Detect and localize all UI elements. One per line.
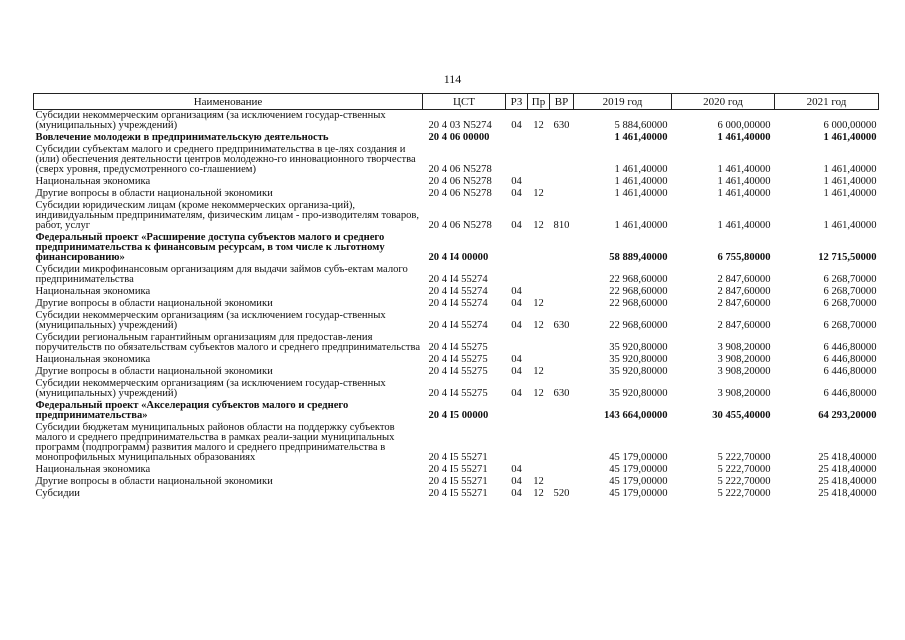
- cell-pr: [528, 264, 550, 286]
- cell-y2019: 1 461,40000: [614, 188, 668, 199]
- cell-y2020: 6 755,80000: [717, 252, 771, 263]
- cell-cst: 20 4 06 N5278: [428, 176, 492, 187]
- cell-y2019: 22 968,60000: [609, 286, 668, 297]
- cell-pr: [528, 332, 550, 354]
- cell-cst: 20 4 I5 00000: [428, 410, 489, 421]
- cell-cst: 20 4 06 N5278: [428, 188, 492, 199]
- cell-rz: 04: [511, 188, 522, 199]
- table-row: [34, 400, 879, 422]
- cell-y2019: 45 179,00000: [609, 464, 668, 475]
- cell-name: Федеральный проект «Расширение доступа субъектов малого и среднего предпринимательства к финансовым ресурсам, в том числе к льготному финансированию»: [35, 232, 385, 263]
- table-row: [34, 232, 879, 264]
- cell-y2020: 6 000,00000: [717, 120, 771, 131]
- cell-name: Вовлечение молодежи в предпринимательскую деятельность: [35, 132, 329, 143]
- cell-y2021: 6 446,80000: [823, 388, 877, 399]
- cell-y2021: 6 446,80000: [823, 366, 877, 377]
- cell-rz: 04: [511, 476, 522, 487]
- cell-y2019: 1 461,40000: [614, 164, 668, 175]
- cell-y2019: 45 179,00000: [609, 476, 668, 487]
- cell-y2020: 1 461,40000: [717, 188, 771, 199]
- cell-cst: 20 4 I4 55274: [428, 298, 488, 309]
- cell-vr: [550, 422, 574, 464]
- column-header-rz: РЗ: [506, 94, 528, 110]
- column-header-pr: Пр: [528, 94, 550, 110]
- cell-y2019: 5 884,60000: [614, 120, 668, 131]
- table-row: [34, 488, 879, 500]
- cell-cst: 20 4 I4 55274: [428, 286, 488, 297]
- cell-y2020: 5 222,70000: [717, 488, 771, 499]
- cell-rz: 04: [511, 388, 522, 399]
- cell-rz: [506, 332, 528, 354]
- cell-y2019: 1 461,40000: [614, 220, 668, 231]
- cell-rz: 04: [511, 464, 522, 475]
- cell-y2020: 3 908,20000: [717, 354, 771, 365]
- cell-y2021: 6 268,70000: [823, 320, 877, 331]
- cell-pr: 12: [533, 298, 544, 309]
- table-row: [34, 298, 879, 310]
- cell-y2021: 1 461,40000: [823, 188, 877, 199]
- cell-pr: [528, 354, 550, 366]
- cell-cst: 20 4 I5 55271: [428, 464, 488, 475]
- cell-pr: [528, 144, 550, 176]
- cell-name: Национальная экономика: [35, 286, 151, 297]
- cell-pr: 12: [533, 366, 544, 377]
- cell-y2020: 5 222,70000: [717, 476, 771, 487]
- cell-y2019: 45 179,00000: [609, 452, 668, 463]
- table-row: [34, 176, 879, 188]
- cell-vr: [550, 332, 574, 354]
- cell-pr: [528, 286, 550, 298]
- cell-vr: 810: [553, 220, 570, 231]
- table-body: [34, 110, 879, 501]
- cell-rz: 04: [511, 366, 522, 377]
- cell-rz: 04: [511, 354, 522, 365]
- cell-y2020: 1 461,40000: [717, 220, 771, 231]
- cell-name: Субсидии бюджетам муниципальных районов области на поддержку субъектов малого и среднего предпринимательства в рамках реали-зации муниципальных программ (подпрограмм) развития малого и среднего предпринимательства в монопрофильных муниципальных образованиях: [35, 422, 395, 463]
- cell-cst: 20 4 06 N5278: [428, 164, 492, 175]
- budget-table: [33, 93, 879, 500]
- cell-vr: [550, 188, 574, 200]
- cell-y2019: 35 920,80000: [609, 354, 668, 365]
- cell-name: Субсидии региональным гарантийным организациям для предостав-ления поручительств по обязательствам субъектов малого и среднего предпринимательства: [35, 332, 421, 353]
- cell-name: Субсидии субъектам малого и среднего предпринимательства в це-лях создания и (или) обеспечения деятельности центров молодежно-го инновационного творчества (сверх уровня, предусмотренного со-глашением): [35, 144, 416, 175]
- cell-rz: [506, 264, 528, 286]
- cell-y2019: 35 920,80000: [609, 342, 668, 353]
- cell-cst: 20 4 I5 55271: [428, 452, 488, 463]
- cell-pr: [528, 422, 550, 464]
- cell-vr: [550, 400, 574, 422]
- cell-rz: 04: [511, 488, 522, 499]
- cell-cst: 20 4 I4 00000: [428, 252, 489, 263]
- cell-rz: 04: [511, 320, 522, 331]
- cell-y2019: 35 920,80000: [609, 388, 668, 399]
- table-row: [34, 464, 879, 476]
- cell-vr: [550, 264, 574, 286]
- cell-name: Другие вопросы в области национальной экономики: [35, 188, 273, 199]
- cell-pr: 12: [533, 476, 544, 487]
- cell-pr: [528, 400, 550, 422]
- cell-name: Субсидии юридическим лицам (кроме некоммерческих организа-ций), индивидуальным предпринимателям, физическим лицам - про-изводителям товаров, работ, услуг: [35, 200, 420, 231]
- cell-pr: 12: [533, 120, 544, 131]
- cell-y2021: 25 418,40000: [818, 452, 877, 463]
- cell-y2021: 12 715,50000: [818, 252, 877, 263]
- table-row: [34, 422, 879, 464]
- cell-cst: 20 4 I4 55274: [428, 274, 488, 285]
- cell-vr: [550, 232, 574, 264]
- cell-vr: 630: [553, 388, 570, 399]
- cell-rz: 04: [511, 120, 522, 131]
- cell-rz: [506, 144, 528, 176]
- cell-vr: 520: [553, 488, 570, 499]
- cell-vr: [550, 144, 574, 176]
- cell-name: Субсидии микрофинансовым организациям для выдачи займов субъ-ектам малого предпринимательства: [35, 264, 408, 285]
- table-row: [34, 366, 879, 378]
- cell-y2020: 30 455,40000: [712, 410, 771, 421]
- cell-cst: 20 4 06 00000: [428, 132, 490, 143]
- cell-pr: 12: [533, 488, 544, 499]
- cell-name: Субсидии некоммерческим организациям (за исключением государ-ственных (муниципальных) учреждений): [35, 110, 386, 131]
- cell-y2020: 2 847,60000: [717, 298, 771, 309]
- cell-rz: [506, 232, 528, 264]
- cell-y2019: 1 461,40000: [614, 132, 668, 143]
- cell-y2021: 6 446,80000: [823, 354, 877, 365]
- cell-vr: [550, 298, 574, 310]
- cell-y2021: 1 461,40000: [823, 176, 877, 187]
- cell-rz: 04: [511, 220, 522, 231]
- cell-y2021: 6 268,70000: [823, 274, 877, 285]
- cell-vr: [550, 464, 574, 476]
- column-header-cst: ЦСТ: [423, 94, 506, 110]
- column-header-name: Наименование: [34, 94, 423, 110]
- cell-pr: 12: [533, 320, 544, 331]
- cell-y2020: 5 222,70000: [717, 464, 771, 475]
- cell-y2020: 2 847,60000: [717, 274, 771, 285]
- cell-cst: 20 4 I5 55271: [428, 488, 488, 499]
- column-header-2019: 2019 год: [574, 94, 672, 110]
- cell-y2021: 25 418,40000: [818, 476, 877, 487]
- cell-y2020: 3 908,20000: [717, 388, 771, 399]
- cell-vr: 630: [553, 120, 570, 131]
- table-row: [34, 332, 879, 354]
- cell-y2021: 1 461,40000: [823, 220, 877, 231]
- table-row: [34, 310, 879, 332]
- cell-name: Субсидии некоммерческим организациям (за исключением государ-ственных (муниципальных) учреждений): [35, 378, 386, 399]
- table-row: [34, 144, 879, 176]
- cell-rz: [506, 422, 528, 464]
- cell-vr: [550, 476, 574, 488]
- cell-cst: 20 4 I4 55274: [428, 320, 488, 331]
- cell-vr: [550, 132, 574, 144]
- cell-y2020: 2 847,60000: [717, 286, 771, 297]
- cell-name: Национальная экономика: [35, 354, 151, 365]
- column-header-2020: 2020 год: [672, 94, 775, 110]
- cell-y2021: 6 000,00000: [823, 120, 877, 131]
- cell-y2020: 1 461,40000: [717, 132, 771, 143]
- cell-y2021: 25 418,40000: [818, 488, 877, 499]
- cell-rz: 04: [511, 176, 522, 187]
- cell-vr: 630: [553, 320, 570, 331]
- cell-y2019: 58 889,40000: [609, 252, 668, 263]
- cell-vr: [550, 176, 574, 188]
- cell-y2021: 6 268,70000: [823, 286, 877, 297]
- column-header-2021: 2021 год: [775, 94, 879, 110]
- page-number: 114: [443, 72, 462, 86]
- cell-vr: [550, 354, 574, 366]
- cell-name: Национальная экономика: [35, 176, 151, 187]
- cell-pr: 12: [533, 220, 544, 231]
- cell-name: Другие вопросы в области национальной экономики: [35, 366, 273, 377]
- cell-y2019: 22 968,60000: [609, 298, 668, 309]
- cell-y2020: 3 908,20000: [717, 342, 771, 353]
- table-row: [34, 264, 879, 286]
- column-header-vr: ВР: [550, 94, 574, 110]
- cell-y2019: 35 920,80000: [609, 366, 668, 377]
- cell-cst: 20 4 I4 55275: [428, 354, 488, 365]
- cell-cst: 20 4 03 N5274: [428, 120, 492, 131]
- cell-name: Национальная экономика: [35, 464, 151, 475]
- cell-name: Другие вопросы в области национальной экономики: [35, 298, 273, 309]
- cell-rz: [506, 132, 528, 144]
- cell-y2020: 3 908,20000: [717, 366, 771, 377]
- cell-y2019: 143 664,00000: [603, 410, 668, 421]
- cell-name: Другие вопросы в области национальной экономики: [35, 476, 273, 487]
- cell-y2020: 5 222,70000: [717, 452, 771, 463]
- cell-y2020: 1 461,40000: [717, 176, 771, 187]
- cell-rz: [506, 400, 528, 422]
- cell-y2020: 1 461,40000: [717, 164, 771, 175]
- cell-pr: [528, 464, 550, 476]
- cell-y2021: 25 418,40000: [818, 464, 877, 475]
- cell-y2019: 45 179,00000: [609, 488, 668, 499]
- table-row: [34, 200, 879, 232]
- cell-y2021: 6 446,80000: [823, 342, 877, 353]
- cell-pr: [528, 176, 550, 188]
- cell-pr: [528, 132, 550, 144]
- cell-name: Субсидии некоммерческим организациям (за исключением государ-ственных (муниципальных) учреждений): [35, 310, 386, 331]
- cell-rz: 04: [511, 298, 522, 309]
- cell-y2021: 64 293,20000: [818, 410, 877, 421]
- table-header-row: [34, 94, 879, 110]
- cell-cst: 20 4 06 N5278: [428, 220, 492, 231]
- cell-cst: 20 4 I5 55271: [428, 476, 488, 487]
- cell-name: Субсидии: [35, 488, 80, 499]
- cell-y2020: 2 847,60000: [717, 320, 771, 331]
- cell-cst: 20 4 I4 55275: [428, 388, 488, 399]
- table-row: [34, 286, 879, 298]
- cell-name: Федеральный проект «Акселерация субъектов малого и среднего предпринимательства»: [35, 400, 349, 421]
- cell-y2019: 22 968,60000: [609, 320, 668, 331]
- cell-y2021: 1 461,40000: [823, 132, 877, 143]
- cell-pr: [528, 232, 550, 264]
- table-row: [34, 378, 879, 400]
- table-row: [34, 476, 879, 488]
- cell-y2021: 1 461,40000: [823, 164, 877, 175]
- cell-y2021: 6 268,70000: [823, 298, 877, 309]
- cell-rz: 04: [511, 286, 522, 297]
- table-row: [34, 354, 879, 366]
- cell-cst: 20 4 I4 55275: [428, 342, 488, 353]
- cell-vr: [550, 286, 574, 298]
- cell-pr: 12: [533, 188, 544, 199]
- table-row: [34, 188, 879, 200]
- cell-pr: 12: [533, 388, 544, 399]
- table-row: [34, 132, 879, 144]
- cell-cst: 20 4 I4 55275: [428, 366, 488, 377]
- cell-y2019: 1 461,40000: [614, 176, 668, 187]
- cell-vr: [550, 366, 574, 378]
- cell-y2019: 22 968,60000: [609, 274, 668, 285]
- table-row: [34, 110, 879, 133]
